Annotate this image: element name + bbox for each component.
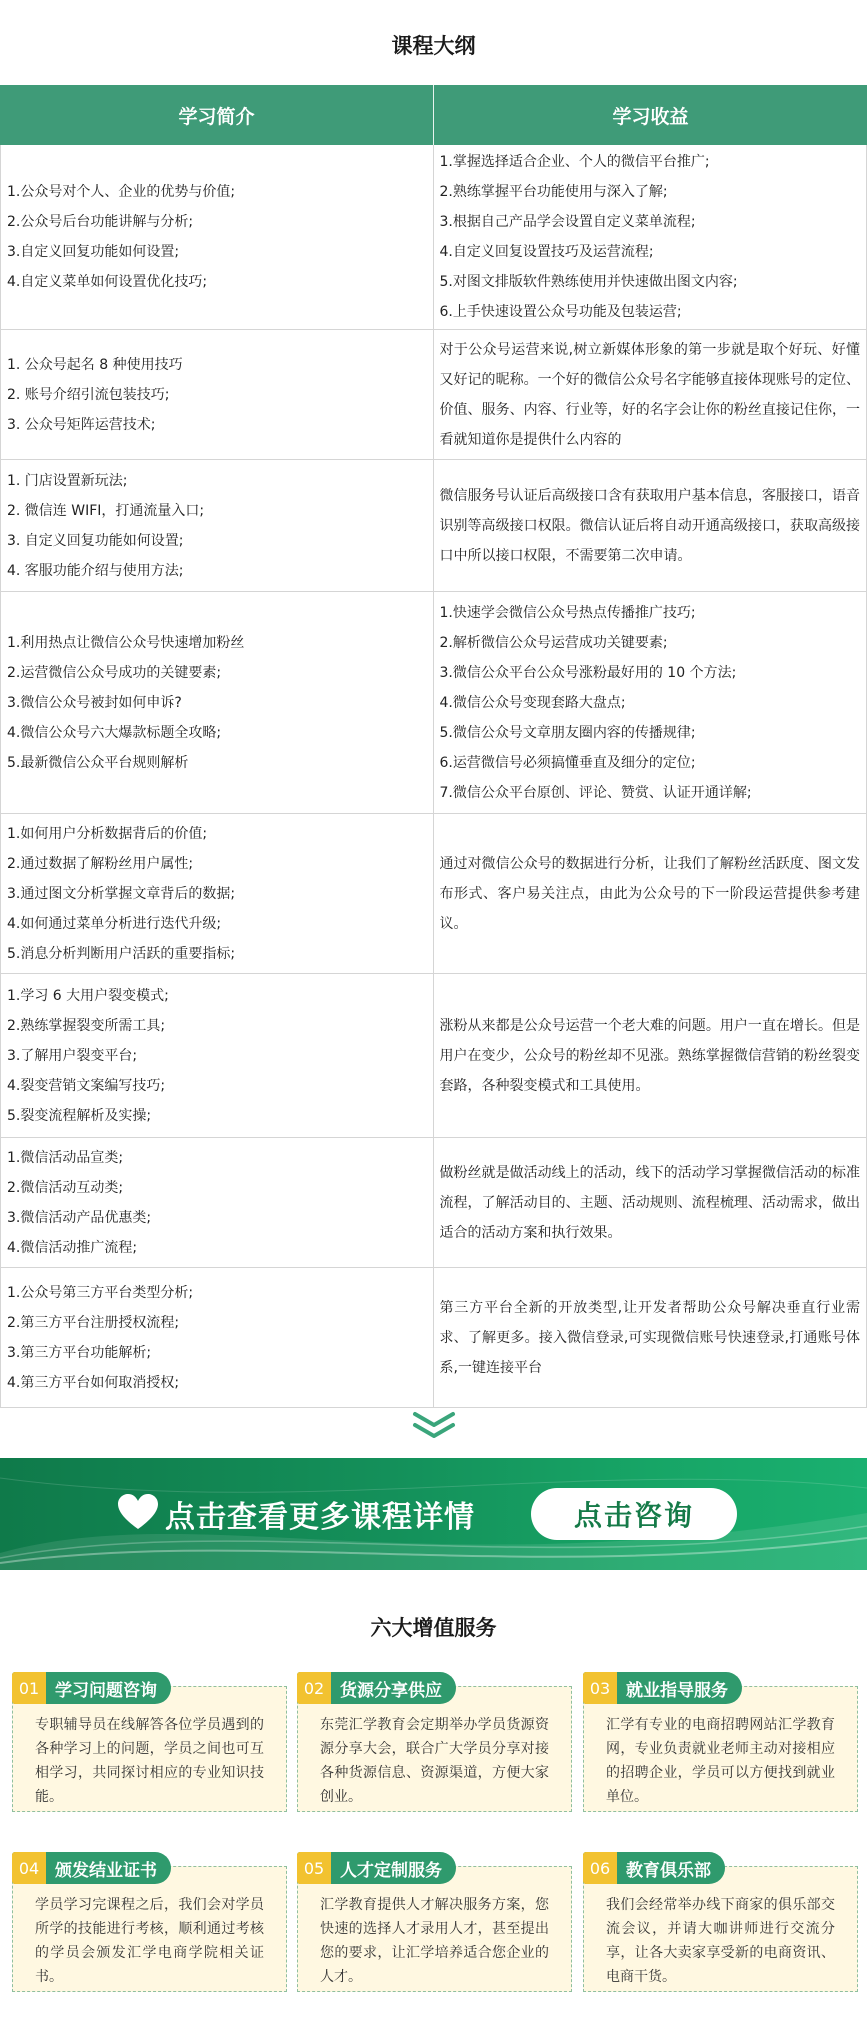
service-label: 人才定制服务 xyxy=(340,1860,442,1881)
outline-title: 课程大纲 xyxy=(391,34,476,58)
outline-table xyxy=(0,85,867,1408)
intro-item: 4. 客服功能介绍与使用方法; xyxy=(7,562,184,579)
service-description: 学员学习完课程之后，我们会对学员所学的技能进行考核，顺利通过考核的学员会颁发汇学电商学院相关证书。 xyxy=(12,1866,287,1992)
outline-row xyxy=(0,1138,867,1268)
intro-cell xyxy=(0,145,434,329)
service-description: 汇学教育提供人才解决服务方案，您快速的选择人才录用人才，甚至提出您的要求，让汇学培养适合您企业的人才。 xyxy=(297,1866,572,1992)
intro-item: 4.如何通过菜单分析进行迭代升级; xyxy=(7,915,222,932)
intro-item: 2. 微信连 WIFI，打通流量入口; xyxy=(7,502,205,519)
service-card xyxy=(297,1852,572,1992)
benefit-cell xyxy=(434,1138,867,1267)
benefit-cell xyxy=(434,330,867,459)
intro-item: 3.了解用户裂变平台; xyxy=(7,1047,138,1064)
service-tag xyxy=(583,1672,742,1704)
intro-item: 5.消息分析判断用户活跃的重要指标; xyxy=(7,945,236,962)
outline-row xyxy=(0,974,867,1138)
heart-icon xyxy=(116,1492,160,1532)
outline-row xyxy=(0,460,867,592)
banner-text: 点击查看更多课程详情 xyxy=(165,1500,475,1535)
benefit-item: 6.上手快速设置公众号功能及包装运营; xyxy=(439,304,682,320)
benefit-paragraph: 第三方平台全新的开放类型,让开发者帮助公众号解决垂直行业需求、了解更多。接入微信登录,可实现微信账号快速登录,打通账号体系,一键连接平台 xyxy=(439,1299,860,1376)
intro-item: 2. 账号介绍引流包装技巧; xyxy=(7,386,170,403)
intro-item: 3.微信公众号被封如何申诉? xyxy=(7,694,182,711)
benefit-item: 1.快速学会微信公众号热点传播推广技巧; xyxy=(439,604,696,621)
intro-item: 5.最新微信公众平台规则解析 xyxy=(7,754,189,771)
course-detail-banner[interactable] xyxy=(0,1458,867,1570)
service-tag xyxy=(297,1672,456,1704)
intro-item: 1.微信活动品宣类; xyxy=(7,1149,124,1166)
header-intro: 学习简介 xyxy=(0,85,434,145)
intro-cell xyxy=(0,974,434,1137)
intro-item: 1. 公众号起名 8 种使用技巧 xyxy=(7,356,183,373)
intro-item: 3. 自定义回复功能如何设置; xyxy=(7,532,184,549)
benefit-item: 3.微信公众平台公众号涨粉最好用的 10 个方法; xyxy=(439,664,737,681)
service-tag xyxy=(297,1852,456,1884)
intro-cell xyxy=(0,330,434,459)
benefit-item: 2.熟练掌握平台功能使用与深入了解; xyxy=(439,184,668,200)
intro-item: 3.第三方平台功能解析; xyxy=(7,1344,152,1361)
intro-item: 4.微信公众号六大爆款标题全攻略; xyxy=(7,724,222,741)
outline-row xyxy=(0,1268,867,1408)
intro-item: 4.裂变营销文案编写技巧; xyxy=(7,1077,166,1094)
benefit-item: 6.运营微信号必须搞懂垂直及细分的定位; xyxy=(439,754,696,771)
service-number: 02 xyxy=(297,1672,331,1704)
service-label: 学习问题咨询 xyxy=(55,1680,157,1701)
service-number: 04 xyxy=(12,1852,46,1884)
intro-item: 3.通过图文分析掌握文章背后的数据; xyxy=(7,885,236,902)
benefit-item: 4.自定义回复设置技巧及运营流程; xyxy=(439,244,654,260)
intro-item: 1.学习 6 大用户裂变模式; xyxy=(7,987,169,1004)
service-card xyxy=(12,1852,287,1992)
benefit-paragraph: 通过对微信公众号的数据进行分析，让我们了解粉丝活跃度、图文发布形式、客户易关注点，由此为公众号的下一阶段运营提供参考建议。 xyxy=(439,855,860,932)
service-card xyxy=(583,1852,858,1992)
intro-item: 2.公众号后台功能讲解与分析; xyxy=(7,214,194,230)
service-label: 颁发结业证书 xyxy=(55,1860,157,1881)
service-number: 06 xyxy=(583,1852,617,1884)
benefit-paragraph: 做粉丝就是做活动线上的活动，线下的活动学习掌握微信活动的标准流程，了解活动目的、主题、活动规则、流程梳理、活动需求，做出适合的活动方案和执行效果。 xyxy=(439,1164,860,1241)
outline-row xyxy=(0,330,867,460)
service-label: 货源分享供应 xyxy=(340,1680,442,1701)
intro-item: 1.公众号第三方平台类型分析; xyxy=(7,1284,194,1301)
service-number: 05 xyxy=(297,1852,331,1884)
benefit-paragraph: 对于公众号运营来说,树立新媒体形象的第一步就是取个好玩、好懂又好记的昵称。一个好的微信公众号名字能够直接体现账号的定位、价值、服务、内容、行业等，好的名字会让你的粉丝直接记住你，一看就知道你是提供什么内容的 xyxy=(439,341,860,448)
intro-item: 1.公众号对个人、企业的优势与价值; xyxy=(7,184,236,200)
outline-row xyxy=(0,814,867,974)
intro-item: 5.裂变流程解析及实操; xyxy=(7,1107,152,1124)
benefit-item: 7.微信公众平台原创、评论、赞赏、认证开通详解; xyxy=(439,784,752,801)
benefit-item: 2.解析微信公众号运营成功关键要素; xyxy=(439,634,668,651)
intro-item: 2.通过数据了解粉丝用户属性; xyxy=(7,855,194,872)
intro-item: 2.熟练掌握裂变所需工具; xyxy=(7,1017,166,1034)
service-number: 01 xyxy=(12,1672,46,1704)
benefit-paragraph: 微信服务号认证后高级接口含有获取用户基本信息，客服接口，语音识别等高级接口权限。微信认证后将自动开通高级接口，获取高级接口中所以接口权限，不需要第二次申请。 xyxy=(439,487,860,564)
intro-item: 2.第三方平台注册授权流程; xyxy=(7,1314,180,1331)
intro-cell xyxy=(0,814,434,973)
intro-item: 3.微信活动产品优惠类; xyxy=(7,1209,152,1226)
intro-item: 4.第三方平台如何取消授权; xyxy=(7,1374,180,1391)
service-tag xyxy=(12,1852,171,1884)
benefit-item: 1.掌握选择适合企业、个人的微信平台推广; xyxy=(439,154,710,170)
outline-row xyxy=(0,145,867,330)
intro-cell xyxy=(0,460,434,591)
service-card xyxy=(12,1672,287,1812)
benefit-cell xyxy=(434,145,867,329)
intro-item: 4.微信活动推广流程; xyxy=(7,1239,138,1256)
intro-item: 4.自定义菜单如何设置优化技巧; xyxy=(7,274,208,290)
intro-item: 1.利用热点让微信公众号快速增加粉丝 xyxy=(7,634,245,651)
intro-item: 1. 门店设置新玩法; xyxy=(7,472,128,489)
service-description: 专职辅导员在线解答各位学员遇到的各种学习上的问题，学员之间也可互相学习，共同探讨相应的专业知识技能。 xyxy=(12,1686,287,1812)
service-label: 就业指导服务 xyxy=(626,1680,728,1701)
service-card xyxy=(583,1672,858,1812)
intro-item: 3.自定义回复功能如何设置; xyxy=(7,244,180,260)
benefit-cell xyxy=(434,460,867,591)
benefit-cell xyxy=(434,814,867,973)
service-label: 教育俱乐部 xyxy=(626,1860,711,1881)
service-card xyxy=(297,1672,572,1812)
outline-body xyxy=(0,145,867,1408)
intro-item: 2.运营微信公众号成功的关键要素; xyxy=(7,664,222,681)
benefit-item: 4.微信公众号变现套路大盘点; xyxy=(439,694,626,711)
benefit-item: 5.对图文排版软件熟练使用并快速做出图文内容; xyxy=(439,274,738,290)
intro-item: 2.微信活动互动类; xyxy=(7,1179,124,1196)
consult-button[interactable]: 点击咨询 xyxy=(531,1488,737,1540)
intro-item: 3. 公众号矩阵运营技术; xyxy=(7,416,156,433)
benefit-paragraph: 涨粉从来都是公众号运营一个老大难的问题。用户一直在增长。但是用户在变少，公众号的粉丝却不见涨。熟练掌握微信营销的粉丝裂变套路，各种裂变模式和工具使用。 xyxy=(439,1017,860,1094)
outline-header xyxy=(0,85,867,145)
service-tag xyxy=(583,1852,725,1884)
intro-item: 1.如何用户分析数据背后的价值; xyxy=(7,825,208,842)
service-tag xyxy=(12,1672,171,1704)
benefit-item: 3.根据自己产品学会设置自定义菜单流程; xyxy=(439,214,696,230)
benefit-item: 5.微信公众号文章朋友圈内容的传播规律; xyxy=(439,724,696,741)
intro-cell xyxy=(0,1138,434,1267)
benefit-cell xyxy=(434,974,867,1137)
benefit-cell xyxy=(434,592,867,813)
intro-cell xyxy=(0,592,434,813)
chevron-double-down-icon xyxy=(411,1410,457,1440)
benefit-cell xyxy=(434,1268,867,1407)
header-benefit: 学习收益 xyxy=(612,105,689,128)
services-title: 六大增值服务 xyxy=(370,1616,497,1640)
service-description: 我们会经常举办线下商家的俱乐部交流会议，并请大咖讲师进行交流分享，让各大卖家享受新的电商资讯、电商干货。 xyxy=(583,1866,858,1992)
service-description: 东莞汇学教育会定期举办学员货源资源分享大会，联合广大学员分享对接各种货源信息、资源渠道，方便大家创业。 xyxy=(297,1686,572,1812)
service-description: 汇学有专业的电商招聘网站汇学教育网，专业负责就业老师主动对接相应的招聘企业，学员可以方便找到就业单位。 xyxy=(583,1686,858,1812)
service-number: 03 xyxy=(583,1672,617,1704)
outline-row xyxy=(0,592,867,814)
intro-cell xyxy=(0,1268,434,1407)
